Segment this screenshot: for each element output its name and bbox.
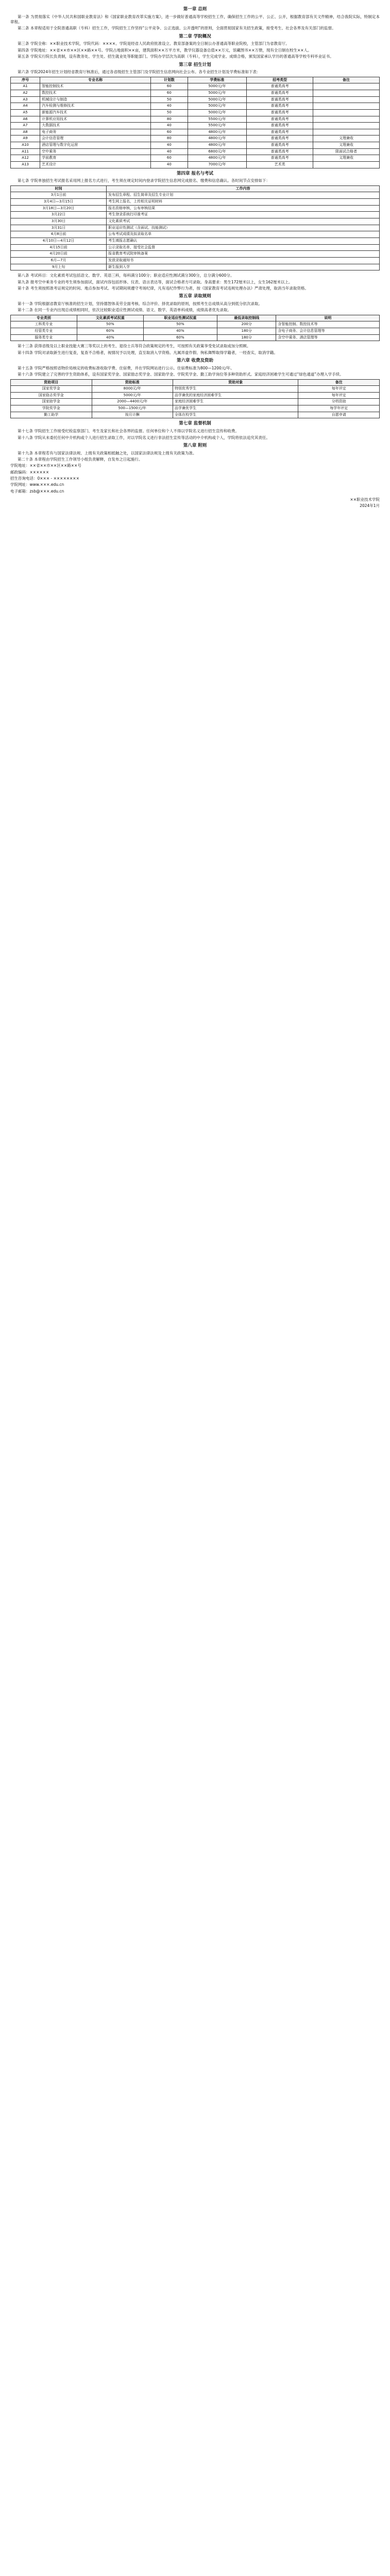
table-header-row <box>11 379 380 386</box>
table-cell: 6月—7月 <box>11 258 107 264</box>
table-cell: 大数据技术 <box>40 123 151 129</box>
chapter-title: 第八章 附则 <box>183 443 207 448</box>
table-row <box>11 328 380 335</box>
table-cell: 40 <box>151 123 188 129</box>
table-cell: 品学兼优的家庭经济困难学生 <box>173 392 298 399</box>
table-cell: 80 <box>151 116 188 123</box>
table-cell: 会计信息管理 <box>40 135 151 142</box>
table-cell: 9月上旬 <box>11 264 107 270</box>
table-cell: A2 <box>11 90 40 96</box>
table-cell: 普通类高考 <box>247 123 313 129</box>
table-cell <box>313 83 380 90</box>
table-row <box>11 258 380 264</box>
table-cell: 5000元/年 <box>92 392 173 399</box>
table-cell: 特别优秀学生 <box>173 386 298 393</box>
table-cell: A13 <box>11 162 40 168</box>
table-row <box>11 264 380 270</box>
table-cell: 新能源汽车技术 <box>40 109 151 116</box>
table-cell: 按月计酬 <box>92 412 173 418</box>
signature-block <box>10 497 380 509</box>
table-cell: 电子商务 <box>40 129 151 135</box>
table-cell: 60 <box>151 155 188 162</box>
article-paragraph: 第三条 学院全称：××职业技术学院，学院代码：××××。学院是经省人民政府批准设立、教育部备案的全日制公办普通高等职业院校，主管部门为省教育厅。 <box>18 41 290 46</box>
table-cell: 计算机应用技术 <box>40 116 151 123</box>
chapter-title: 第五章 录取规则 <box>179 294 211 299</box>
table-cell: 普通类高考 <box>247 109 313 116</box>
table-cell: A12 <box>11 155 40 162</box>
table-row <box>11 142 380 149</box>
table-header-cell: 资助标准 <box>92 379 173 386</box>
table-cell: 含电子商务、会计信息管理等 <box>276 328 380 335</box>
table-cell: 报名资格审核，公布审核结果 <box>107 205 380 212</box>
table-cell <box>313 116 380 123</box>
table-row <box>11 392 380 399</box>
table-row <box>11 83 380 90</box>
table-header-cell: 计划数 <box>151 77 188 83</box>
article-paragraph: 第一条 为贯彻落实《中华人民共和国职业教育法》和《国家职业教育改革实施方案》，进一步做好普通高等学校招生工作，确保招生工作的公平、公正、公开，根据教育部有关文件精神，结合我院实际，特制定本章程。 <box>10 14 380 25</box>
chapter-title: 第七章 监督机制 <box>179 421 211 427</box>
table-cell: 空中乘务 <box>40 148 151 155</box>
table-cell: 家庭经济困难学生 <box>173 399 298 405</box>
table-row <box>11 225 380 231</box>
table-cell: 60 <box>151 83 188 90</box>
contact-info <box>10 463 380 494</box>
table-row <box>11 321 380 328</box>
table-cell: 5000元/年 <box>188 103 247 110</box>
admission-weight-table <box>10 315 380 342</box>
table-cell: 40 <box>151 148 188 155</box>
chapter-title: 第三章 招生计划 <box>179 62 211 67</box>
table-cell: 40 <box>151 103 188 110</box>
table-cell: 40 <box>151 142 188 149</box>
table-cell <box>313 129 380 135</box>
table-row <box>11 96 380 103</box>
table-cell: A9 <box>11 135 40 142</box>
table-cell: 180分 <box>217 328 276 335</box>
table-cell: 5000元/年 <box>188 90 247 96</box>
table-cell: 4月10日—4月12日 <box>11 238 107 245</box>
table-cell: 国家助学金 <box>11 399 92 405</box>
table-cell: 40% <box>143 328 217 335</box>
table-cell: 每年评定 <box>298 392 380 399</box>
table-row <box>11 148 380 155</box>
table-header-cell: 招考类型 <box>247 77 313 83</box>
table-row <box>11 129 380 135</box>
table-cell: 新生报到入学 <box>107 264 380 270</box>
table-cell: 酒店管理与数字化运营 <box>40 142 151 149</box>
table-cell: 3月30日 <box>11 218 107 225</box>
article-paragraph: 第二十条 本章程由学院招生工作领导小组负责解释，自发布之日起施行。 <box>18 456 143 462</box>
table-cell: 3月22日 <box>11 212 107 218</box>
table-header-cell: 学费标准 <box>188 77 247 83</box>
table-cell <box>313 90 380 96</box>
chapter-title: 第四章 报名与考试 <box>177 171 213 176</box>
table-row <box>11 334 380 341</box>
table-cell: A10 <box>11 142 40 149</box>
table-cell: 8000元/年 <box>92 386 173 393</box>
table-row <box>11 116 380 123</box>
table-header-row <box>11 77 380 83</box>
table-header-cell: 备注 <box>313 77 380 83</box>
article-paragraph: 第二条 本章程适用于全院普通高职（专科）招生工作，学院招生工作坚持“公平竞争、公正选拔、公开透明”的原则，全面贯彻国家有关招生政策，接受考生、社会各界及有关部门的监督。 <box>18 26 336 31</box>
table-cell: 分档资助 <box>298 399 380 405</box>
admission-charter-document <box>5 0 385 1231</box>
table-cell: 3月31日 <box>11 225 107 231</box>
schedule-table <box>10 185 380 271</box>
article-paragraph: 第十五条 学院严格按照省物价局核定的收费标准收取学费、住宿费，并在学院网站进行公示。住宿费标准为800—1200元/年。 <box>18 365 234 370</box>
table-cell: 4800元/年 <box>188 155 247 162</box>
table-cell: 经管类专业 <box>11 328 77 335</box>
table-cell <box>313 103 380 110</box>
table-cell: 普通类高考 <box>247 96 313 103</box>
chapter-title: 第六章 收费及资助 <box>177 358 213 364</box>
table-cell: 含智能控制、数控技术等 <box>276 321 380 328</box>
table-cell: 艺术类 <box>247 162 313 168</box>
table-header-cell: 序号 <box>11 77 40 83</box>
contact-email[interactable]: 电子邮箱：zsb@×××.edu.cn <box>10 488 64 494</box>
table-cell: 限面试合格者 <box>313 148 380 155</box>
table-cell: 含空中乘务、酒店管理等 <box>276 334 380 341</box>
table-cell: 60% <box>143 334 217 341</box>
table-row <box>11 123 380 129</box>
table-cell: 考生登录系统打印准考证 <box>107 212 380 218</box>
table-row <box>11 238 380 245</box>
table-cell: 200分 <box>217 321 276 328</box>
table-cell: 4月15日前 <box>11 244 107 251</box>
table-cell: 普通类高考 <box>247 103 313 110</box>
table-cell: 50% <box>77 321 143 328</box>
article-paragraph: 第十三条 获得省级及以上职业技能大赛三等奖以上的考生、退役士兵等符合政策规定的考生，可按照有关政策享受免试录取或加分照顾。 <box>18 344 251 349</box>
table-cell: 普通类高考 <box>247 129 313 135</box>
table-cell: 50 <box>151 96 188 103</box>
table-cell: 3月18日—3月20日 <box>11 205 107 212</box>
table-cell: 报省教育考试院审核备案 <box>107 251 380 258</box>
table-header-cell: 工作内容 <box>107 185 380 192</box>
table-header-cell: 最低录取控制线 <box>217 315 276 321</box>
table-cell: 4月20日前 <box>11 251 107 258</box>
table-header-cell: 专业类别 <box>11 315 77 321</box>
table-row <box>11 251 380 258</box>
article-paragraph: 第十条 考生须按照准考证规定的时间、地点参加考试。考试期间须遵守考场纪律，凡有违纪作弊行为者，按《国家教育考试违规处理办法》严肃处理，取消当年录取资格。 <box>18 286 309 291</box>
article-paragraph: 第十六条 学院建立了完善的学生资助体系，设有国家奖学金、国家励志奖学金、国家助学金、学院奖学金、勤工助学岗位等多种资助形式。家庭经济困难学生可通过“绿色通道”办理入学手续。 <box>18 372 344 377</box>
contact-phone: 招生咨询电话：0××× - ×××××××× <box>10 476 79 481</box>
table-cell: 文理兼收 <box>313 155 380 162</box>
table-cell: 普通类高考 <box>247 83 313 90</box>
article-paragraph: 第四条 学院地址：××省××市××区××路××号。学院占地面积××亩，建筑面积××万平方米，教学仪器设备总值××万元，馆藏图书××万册，现有全日制在校生××人。 <box>18 47 312 53</box>
table-header-cell: 备注 <box>298 379 380 386</box>
table-cell <box>313 96 380 103</box>
table-cell: 5000元/年 <box>188 109 247 116</box>
chapter-title: 第一章 总则 <box>183 7 207 12</box>
table-cell: A8 <box>11 129 40 135</box>
table-cell: 80 <box>151 135 188 142</box>
financial-aid-table <box>10 379 380 419</box>
article-paragraph: 第五条 学院实行院长负责制，设有教务处、学生处、招生就业处等职能部门。学院办学层次为高职（专科），学生完成学业、成绩合格，颁发国家承认学历的普通高等学校专科毕业证书。 <box>18 54 334 59</box>
page-bottom-whitespace <box>10 510 380 1231</box>
table-cell <box>313 162 380 168</box>
table-header-cell: 资助对象 <box>173 379 298 386</box>
table-row <box>11 218 380 225</box>
table-cell: 文理兼收 <box>313 142 380 149</box>
table-cell: 40 <box>151 162 188 168</box>
table-row <box>11 212 380 218</box>
contact-address: 学院地址：××省××市××区××路××号 <box>10 463 81 468</box>
contact-postcode: 邮政编码：×××××× <box>10 469 49 474</box>
table-cell: 发放录取通知书 <box>107 258 380 264</box>
table-cell: 发布招生章程、招生简章及招生专业计划 <box>107 192 380 199</box>
table-cell: 品学兼优学生 <box>173 405 298 412</box>
table-row <box>11 155 380 162</box>
table-cell: 4800元/年 <box>188 135 247 142</box>
table-row <box>11 386 380 393</box>
table-cell: 国家奖学金 <box>11 386 92 393</box>
table-header-cell: 职业适应性测试权重 <box>143 315 217 321</box>
table-header-cell: 时间 <box>11 185 107 192</box>
table-header-cell: 专业名称 <box>40 77 151 83</box>
table-cell: 4800元/年 <box>188 129 247 135</box>
table-cell: 60 <box>151 129 188 135</box>
table-cell: 2000—4400元/年 <box>92 399 173 405</box>
table-cell: 6800元/年 <box>188 148 247 155</box>
table-row <box>11 412 380 418</box>
table-cell: 60% <box>77 328 143 335</box>
signature-date: 2024年1月 <box>360 503 380 509</box>
table-cell: 4800元/年 <box>188 142 247 149</box>
table-cell: 服务类专业 <box>11 334 77 341</box>
table-row <box>11 90 380 96</box>
table-row <box>11 162 380 168</box>
table-cell: A6 <box>11 116 40 123</box>
table-cell: 7000元/年 <box>188 162 247 168</box>
table-cell: 普通类高考 <box>247 116 313 123</box>
signature-org: ××职业技术学院 <box>350 497 380 502</box>
table-cell: 学前教育 <box>40 155 151 162</box>
table-cell: A4 <box>11 103 40 110</box>
table-cell: 每年评定 <box>298 386 380 393</box>
table-cell <box>313 109 380 116</box>
table-cell: 4月8日前 <box>11 231 107 238</box>
table-cell: A1 <box>11 83 40 90</box>
table-row <box>11 135 380 142</box>
table-cell: 文理兼收 <box>313 135 380 142</box>
table-header-cell: 文化素质考试权重 <box>77 315 143 321</box>
table-cell: 普通类高考 <box>247 90 313 96</box>
table-cell: 60 <box>151 90 188 96</box>
table-cell: 3月4日—3月15日 <box>11 199 107 206</box>
table-cell: 国家励志奖学金 <box>11 392 92 399</box>
table-cell: 5000元/年 <box>188 96 247 103</box>
table-cell: 自愿申请 <box>298 412 380 418</box>
table-row <box>11 192 380 199</box>
table-cell: 考生网上报名，上传相关证明材料 <box>107 199 380 206</box>
table-cell: 180分 <box>217 334 276 341</box>
table-row <box>11 399 380 405</box>
table-row <box>11 199 380 206</box>
table-row <box>11 103 380 110</box>
table-cell: 工科类专业 <box>11 321 77 328</box>
table-cell: 5000元/年 <box>188 83 247 90</box>
article-paragraph: 第十七条 学院招生工作接受纪检监察部门、考生及家长和社会各界的监督。任何单位和个人不得以学院名义进行招生宣传和收费。 <box>18 429 239 434</box>
table-cell: 500—1500元/年 <box>92 405 173 412</box>
contact-website[interactable]: 学院网址：www.×××.edu.cn <box>10 482 64 487</box>
table-cell: 5500元/年 <box>188 123 247 129</box>
table-cell: A5 <box>11 109 40 116</box>
table-row <box>11 109 380 116</box>
table-row <box>11 244 380 251</box>
table-cell: 普通类高考 <box>247 155 313 162</box>
table-cell: 5500元/年 <box>188 116 247 123</box>
table-cell: 每学年评定 <box>298 405 380 412</box>
table-cell: 普通类高考 <box>247 142 313 149</box>
article-paragraph: 第十九条 本章程若有与国家法律法规、上级有关政策相抵触之处，以国家法律法规及上级有关政策为准。 <box>18 450 197 455</box>
enrollment-plan-table <box>10 77 380 168</box>
table-header-cell: 说明 <box>276 315 380 321</box>
table-cell: 普通类高考 <box>247 148 313 155</box>
article-paragraph: 第九条 报考空中乘务专业的考生须参加面试，面试内容包括形体、仪表、语言表达等，面试合格者方可录取。身高要求：男生172厘米以上，女生162厘米以上。 <box>18 279 293 284</box>
article-paragraph: 第八条 考试科目：文化素质考试包括语文、数学、英语三科，每科满分100分；职业适应性测试满分300分，总分满分600分。 <box>18 273 234 278</box>
article-paragraph: 第十二条 在同一专业内出现总成绩相同时，依次比较职业适应性测试成绩、语文、数学、英语单科成绩，成绩高者优先录取。 <box>18 308 231 313</box>
table-row <box>11 205 380 212</box>
table-cell: 勤工助学 <box>11 412 92 418</box>
table-cell: A7 <box>11 123 40 129</box>
table-cell: 职业适应性测试（含面试、技能测试） <box>107 225 380 231</box>
table-cell: 40% <box>77 334 143 341</box>
table-cell: 学院奖学金 <box>11 405 92 412</box>
article-paragraph: 第十八条 学院从未委托任何中介机构或个人进行招生录取工作，对以学院名义进行非法招生宣传等活动的中介机构或个人，学院将依法追究其责任。 <box>18 435 270 440</box>
table-cell: A11 <box>11 148 40 155</box>
table-cell: 普通类高考 <box>247 135 313 142</box>
table-cell: 文化素质考试 <box>107 218 380 225</box>
table-header-row <box>11 315 380 321</box>
table-cell: 数控技术 <box>40 90 151 96</box>
table-cell: 考生填报志愿确认 <box>107 238 380 245</box>
table-row <box>11 231 380 238</box>
chapter-title: 第二章 学院概况 <box>179 33 211 39</box>
table-cell: 50 <box>151 109 188 116</box>
table-cell: 公示录取名单，接受社会监督 <box>107 244 380 251</box>
article-paragraph: 第十四条 学院对录取新生进行复查，复查不合格者，视情况予以处理，直至取消入学资格。凡属弄虚作假、徇私舞弊取得学籍者，一经查实，取消学籍。 <box>18 350 278 355</box>
table-cell <box>313 123 380 129</box>
article-paragraph: 第十一条 学院根据省教育厅核准的招生计划，坚持德智体美劳全面考核、综合评价、择优录取的原则，按照考生总成绩从高分到低分依次录取。 <box>18 301 262 307</box>
table-cell: 全体在校学生 <box>173 412 298 418</box>
table-header-cell: 资助项目 <box>11 379 92 386</box>
table-header-row <box>11 185 380 192</box>
table-cell: 智能控制技术 <box>40 83 151 90</box>
table-cell: 50% <box>143 321 217 328</box>
table-cell: 公布考试成绩及拟录取名单 <box>107 231 380 238</box>
table-cell: 艺术设计 <box>40 162 151 168</box>
table-cell: 3月1日前 <box>11 192 107 199</box>
table-cell: A3 <box>11 96 40 103</box>
table-cell: 机械设计与制造 <box>40 96 151 103</box>
article-paragraph: 第七条 学院单独招生考试报名采用网上报名方式进行，考生须在规定时间内登录学院招生信息网完成报名、缴费和信息确认。各时间节点安排如下： <box>18 178 270 183</box>
article-paragraph: 第六条 学院2024年招生计划经省教育厅核准后，通过各省级招生主管部门及学院招生信息网向社会公布。各专业招生计划及学费标准如下表： <box>18 70 261 75</box>
table-cell: 汽车检测与维修技术 <box>40 103 151 110</box>
table-row <box>11 405 380 412</box>
